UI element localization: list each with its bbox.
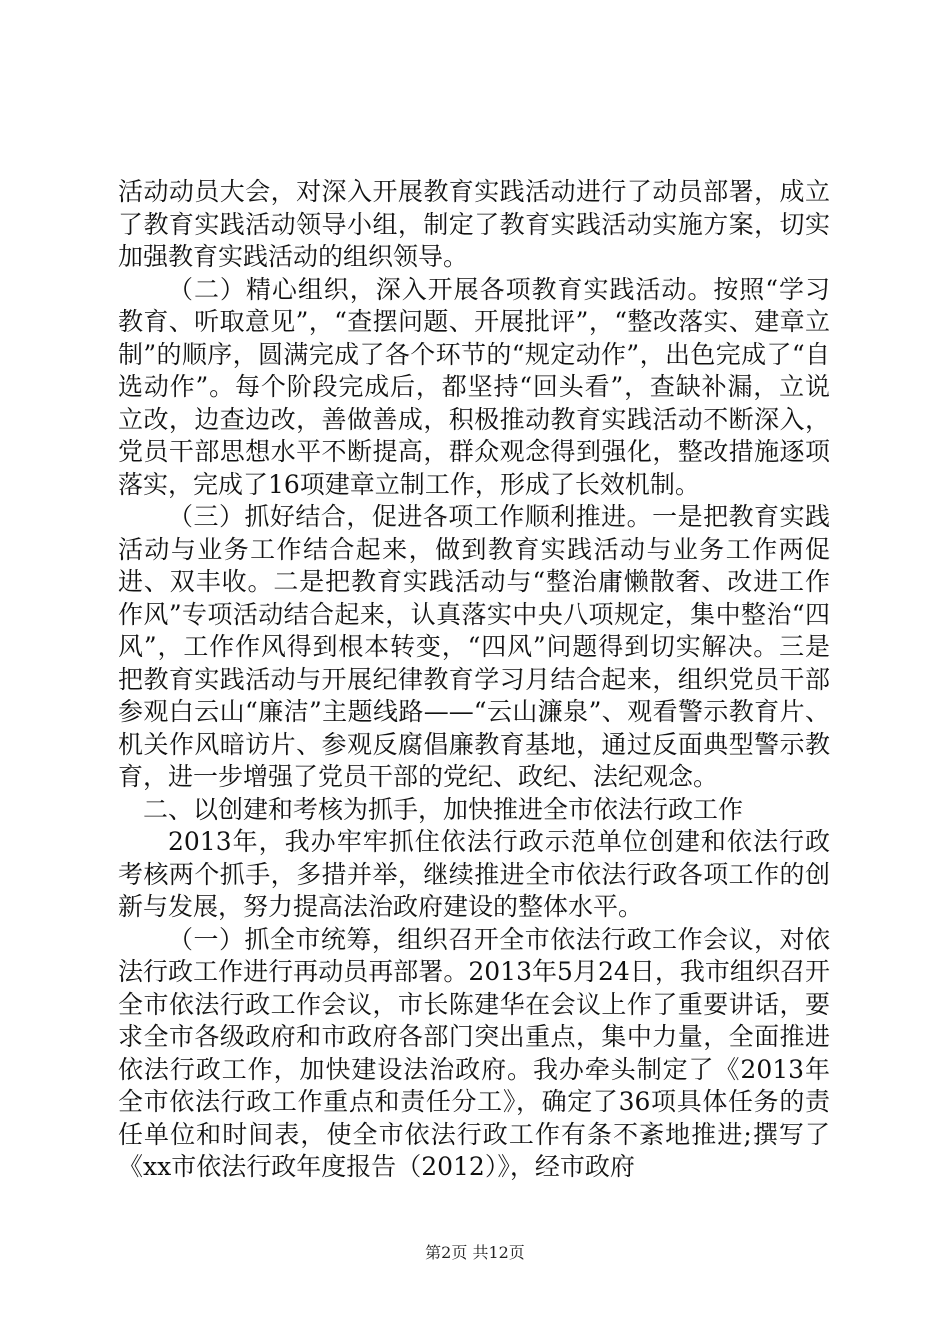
section-heading: 二、以创建和考核为抓手，加快推进全市依法行政工作 [143, 794, 744, 824]
document-body [118, 176, 830, 1184]
paragraph-section-2: （二）精心组织，深入开展各项教育实践活动。按照“学习教育、听取意见”，“查摆问题、开展批评”，“整改落实、建章立制”的顺序，圆满完成了各个环节的“规定动作”，出色完成了“自选动作”。每个阶段完成后，都坚持“回头看”，查缺补漏，立说立改，边查边改，善做善成，积极推动教育实践活动不断深入，党员干部思想水平不断提高，群众观念得到强化，整改措施逐项落实，完成了16项建章立制工作，形成了长效机制。 [118, 274, 830, 499]
page-footer: 第2页 共12页 [425, 1243, 525, 1262]
paragraph-continuation: 活动动员大会，对深入开展教育实践活动进行了动员部署，成立了教育实践活动领导小组，制定了教育实践活动实施方案，切实加强教育实践活动的组织领导。 [118, 177, 830, 271]
paragraph-2013-summary: 2013年，我办牢牢抓住依法行政示范单位创建和依法行政考核两个抓手，多措并举，继续推进全市依法行政各项工作的创新与发展，努力提高法治政府建设的整体水平。 [118, 827, 830, 921]
paragraph-section-3: （三）抓好结合，促进各项工作顺利推进。一是把教育实践活动与业务工作结合起来，做到教育实践活动与业务工作两促进、双丰收。二是把教育实践活动与“整治庸懒散奢、改进工作作风”专项活动结合起来，认真落实中央八项规定，集中整治“四风”，工作作风得到根本转变，“四风”问题得到切实解决。三是把教育实践活动与开展纪律教育学习月结合起来，组织党员干部参观白云山“廉洁”主题线路——“云山濂泉”、观看警示教育片、机关作风暗访片、参观反腐倡廉教育基地，通过反面典型警示教育，进一步增强了党员干部的党纪、政纪、法纪观念。 [118, 502, 830, 791]
paragraph-subsection-1: （一）抓全市统筹，组织召开全市依法行政工作会议，对依法行政工作进行再动员再部署。2013年5月24日，我市组织召开全市依法行政工作会议，市长陈建华在会议上作了重要讲话，要求全市各级政府和市政府各部门突出重点，集中力量，全面推进依法行政工作，加快建设法治政府。我办牵头制定了《2013年全市依法行政工作重点和责任分工》，确定了36项具体任务的责任单位和时间表，使全市依法行政工作有条不紊地推进;撰写了《xx市依法行政年度报告（2012）》，经市政府 [118, 924, 830, 1181]
